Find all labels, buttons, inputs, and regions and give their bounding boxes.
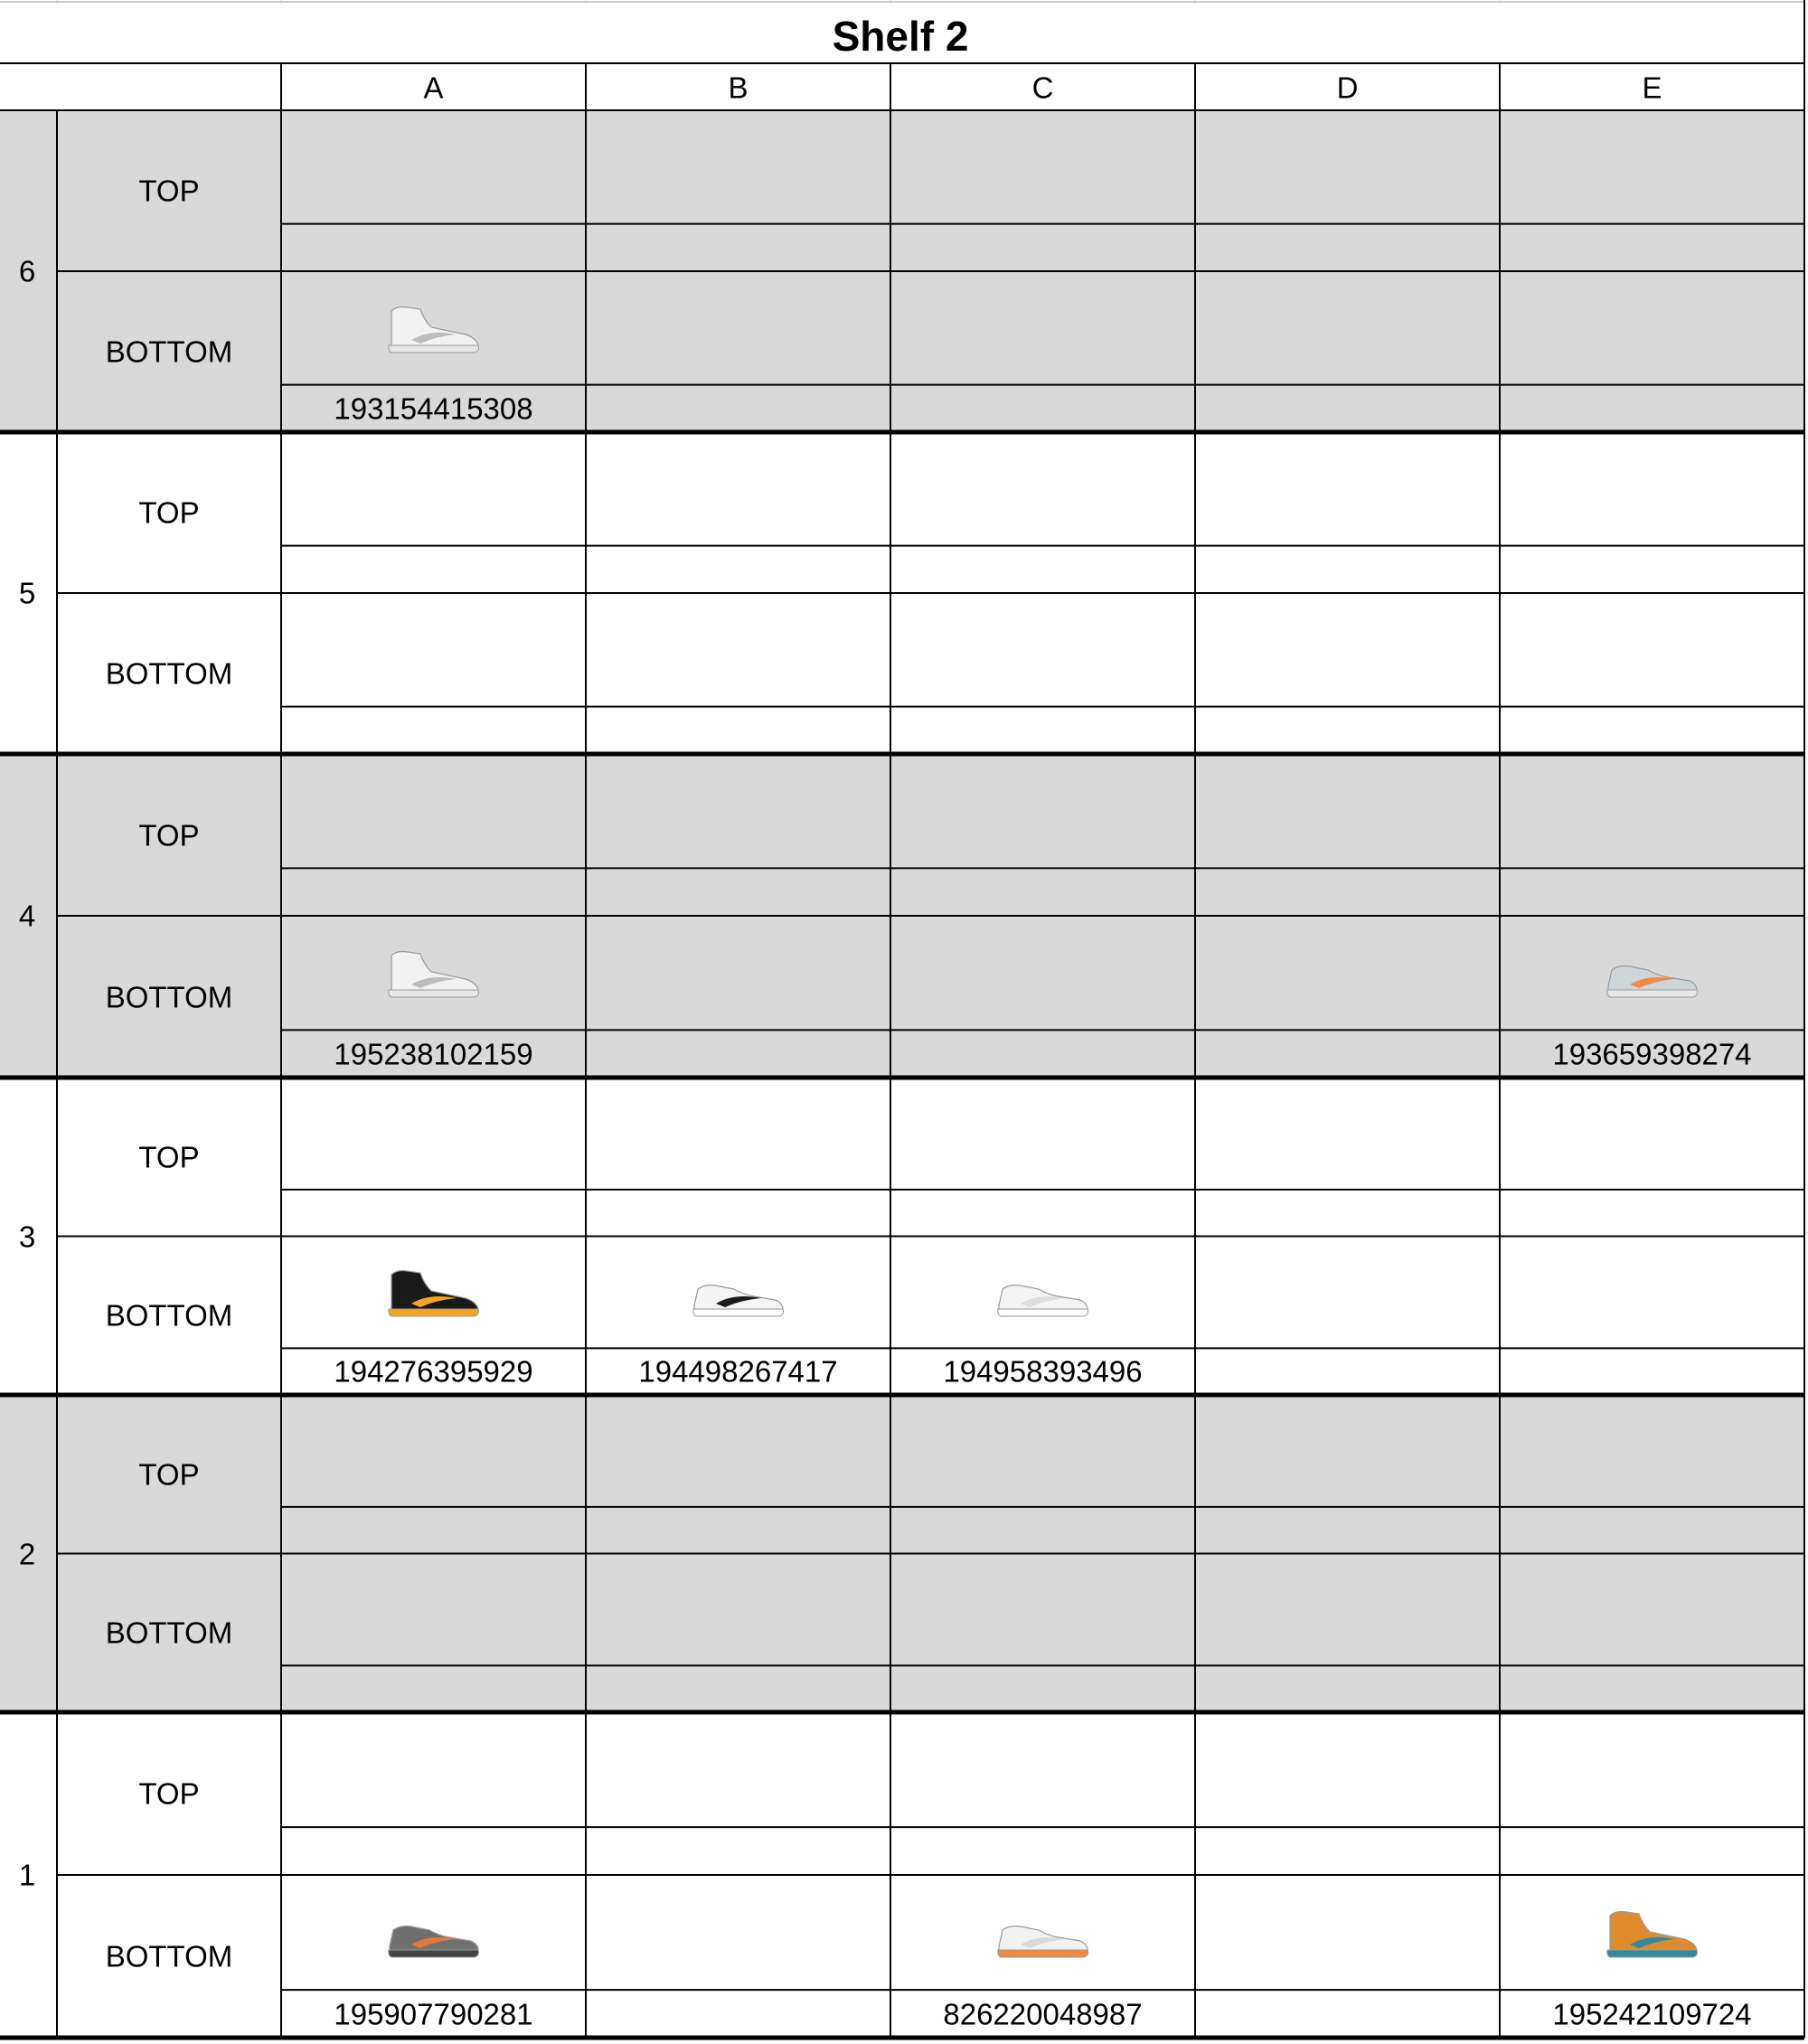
grey-orange-running-shoe-icon bbox=[1603, 945, 1702, 1001]
black-white-low-sneaker-icon bbox=[689, 1264, 788, 1320]
white-low-sneaker-icon bbox=[993, 1264, 1093, 1320]
upc-label: 195242109724 bbox=[1552, 1997, 1752, 2031]
page-title: Shelf 2 bbox=[832, 13, 969, 60]
upc-label: 193659398274 bbox=[1552, 1037, 1752, 1071]
column-header-D: D bbox=[1336, 71, 1359, 105]
shelf-2-top-label: TOP bbox=[138, 1457, 200, 1492]
black-yellow-basketball-shoe-icon bbox=[384, 1264, 484, 1320]
shelf-4-bottom-label: BOTTOM bbox=[105, 980, 233, 1013]
shelf-1-top-label: TOP bbox=[138, 1776, 200, 1811]
white-high-top-sneaker-icon bbox=[384, 300, 484, 356]
shelf-6-top-label: TOP bbox=[138, 174, 200, 208]
shelf-number-2: 2 bbox=[18, 1537, 36, 1570]
column-header-E: E bbox=[1642, 71, 1662, 105]
upc-label: 193154415308 bbox=[334, 391, 533, 426]
upc-label: 194958393496 bbox=[943, 1354, 1143, 1389]
shelf-number-5: 5 bbox=[18, 576, 36, 610]
upc-label: 194498267417 bbox=[638, 1354, 838, 1389]
column-header-C: C bbox=[1031, 71, 1054, 105]
shelf-6-bottom-label: BOTTOM bbox=[105, 334, 233, 369]
shelf-5-top-label: TOP bbox=[138, 495, 200, 530]
upc-label: 195238102159 bbox=[334, 1037, 533, 1071]
column-header-B: B bbox=[728, 71, 749, 105]
shelf-5-bottom-label: BOTTOM bbox=[105, 656, 233, 691]
shelf-number-4: 4 bbox=[18, 899, 36, 933]
shelf-1-bottom-label: BOTTOM bbox=[105, 1939, 233, 1973]
grey-trail-shoe-icon bbox=[384, 1905, 484, 1961]
shelf-number-6: 6 bbox=[18, 254, 36, 288]
upc-label: 826220048987 bbox=[943, 1997, 1143, 2031]
white-high-top-sneaker-icon bbox=[384, 945, 484, 1001]
shelf-2-bottom-label: BOTTOM bbox=[105, 1615, 233, 1650]
shelf-3-bottom-label: BOTTOM bbox=[105, 1298, 233, 1333]
shelf-4-top-label: TOP bbox=[138, 818, 200, 852]
upc-label: 195907790281 bbox=[334, 1997, 533, 2031]
orange-teal-basketball-shoe-icon bbox=[1603, 1905, 1702, 1961]
shelf-number-1: 1 bbox=[18, 1858, 36, 1892]
shelf-number-3: 3 bbox=[18, 1220, 36, 1253]
upc-label: 194276395929 bbox=[334, 1354, 533, 1389]
white-orange-court-shoe-icon bbox=[993, 1905, 1093, 1961]
shelf-3-top-label: TOP bbox=[138, 1140, 200, 1174]
column-header-A: A bbox=[423, 71, 444, 105]
